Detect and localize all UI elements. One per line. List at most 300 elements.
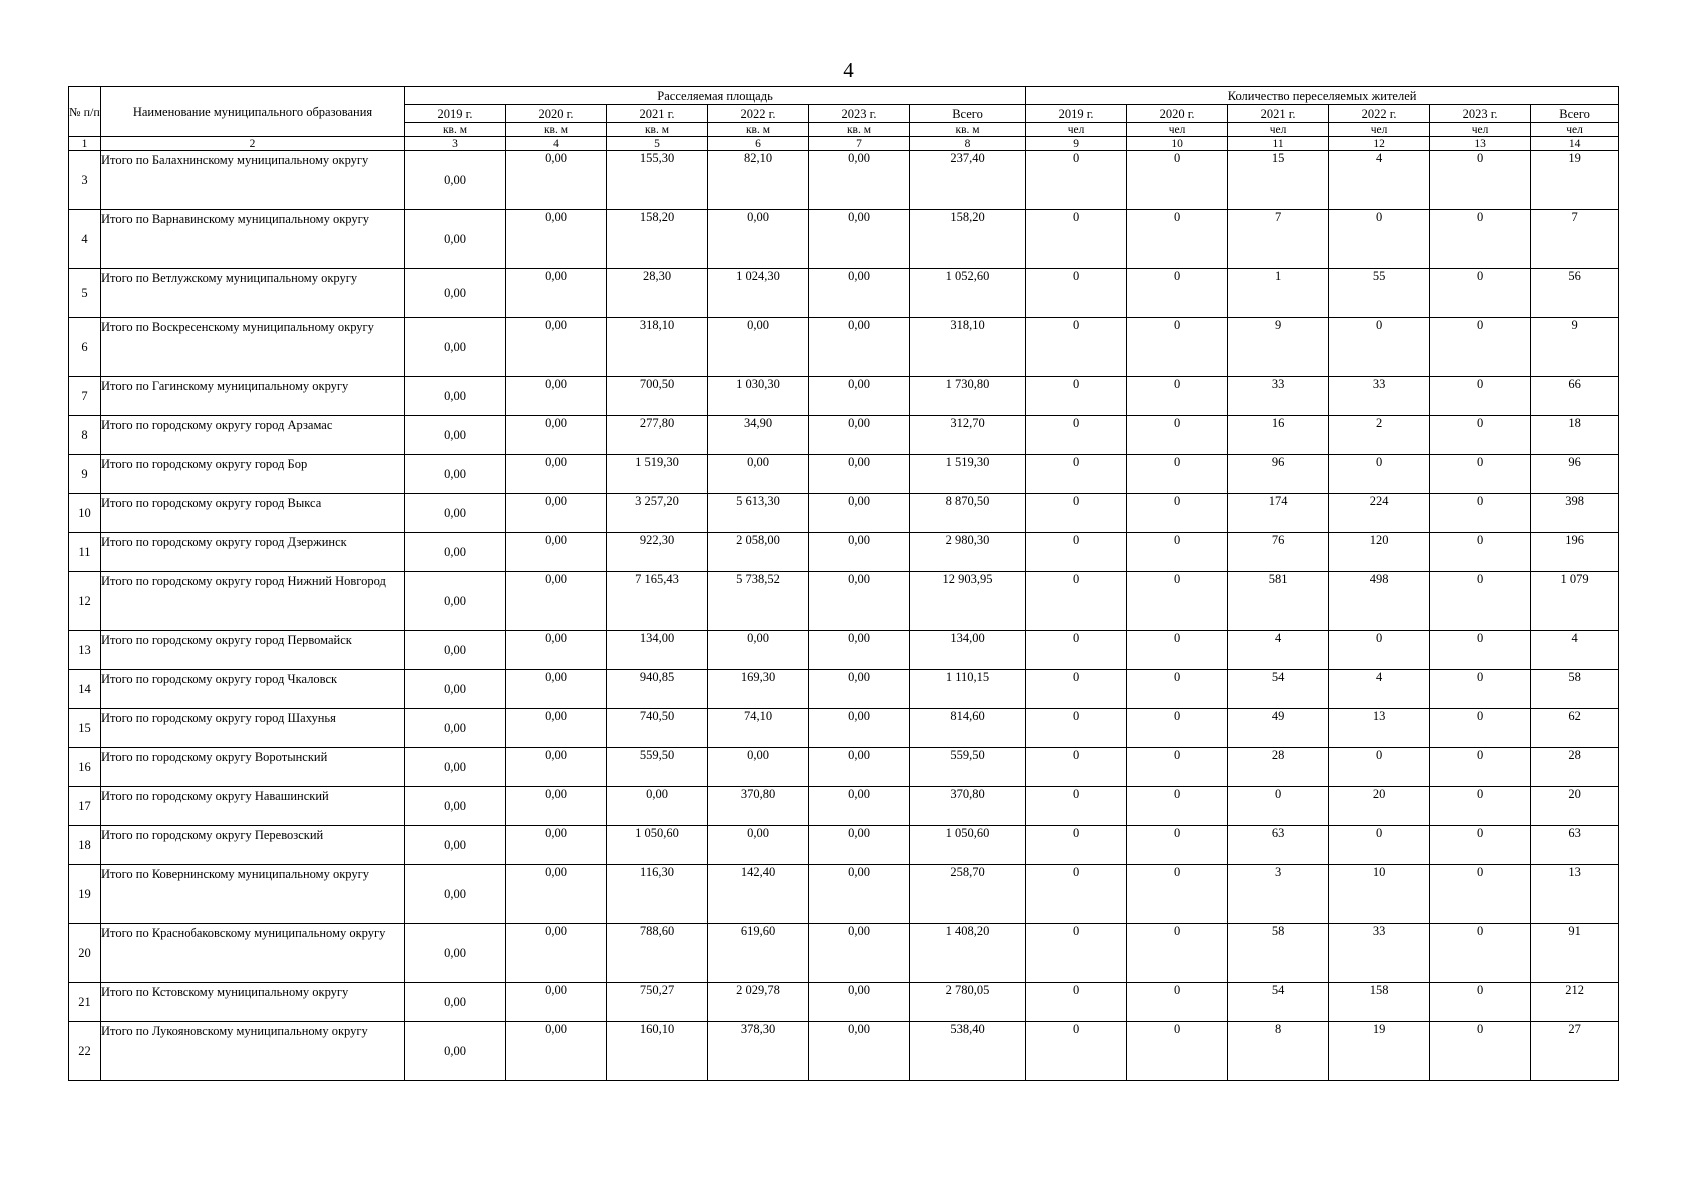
- residents-cell: 0: [1026, 631, 1127, 670]
- area-cell: 0,00: [405, 318, 506, 377]
- residents-cell: 174: [1228, 494, 1329, 533]
- area-cell: 0,00: [809, 631, 910, 670]
- column-number: 7: [809, 137, 910, 151]
- residents-cell: 96: [1531, 455, 1619, 494]
- residents-cell: 58: [1531, 670, 1619, 709]
- residents-cell: 0: [1430, 865, 1531, 924]
- residents-cell: 33: [1329, 924, 1430, 983]
- row-index: 10: [69, 494, 101, 533]
- table-row: [69, 210, 1619, 269]
- area-cell: 0,00: [506, 318, 607, 377]
- area-cell: 2 058,00: [708, 533, 809, 572]
- residents-cell: 55: [1329, 269, 1430, 318]
- area-cell: 0,00: [405, 709, 506, 748]
- residents-cell: 63: [1228, 826, 1329, 865]
- residents-cell: 0: [1026, 1022, 1127, 1081]
- area-cell: 0,00: [506, 748, 607, 787]
- row-index: 9: [69, 455, 101, 494]
- area-cell: 0,00: [809, 826, 910, 865]
- residents-cell: 63: [1531, 826, 1619, 865]
- residents-cell: 58: [1228, 924, 1329, 983]
- area-cell: 1 519,30: [910, 455, 1026, 494]
- residents-cell: 18: [1531, 416, 1619, 455]
- residents-cell: 0: [1026, 924, 1127, 983]
- area-cell: 8 870,50: [910, 494, 1026, 533]
- residents-cell: 7: [1228, 210, 1329, 269]
- residents-cell: 1 079: [1531, 572, 1619, 631]
- municipality-name: Итого по Варнавинскому муниципальному округу: [101, 210, 405, 269]
- residents-cell: 0: [1127, 924, 1228, 983]
- residents-cell: 0: [1127, 748, 1228, 787]
- area-cell: 34,90: [708, 416, 809, 455]
- area-cell: 619,60: [708, 924, 809, 983]
- table-row: [69, 318, 1619, 377]
- residents-cell: 581: [1228, 572, 1329, 631]
- residents-cell: 9: [1228, 318, 1329, 377]
- column-number: 8: [910, 137, 1026, 151]
- area-cell: 538,40: [910, 1022, 1026, 1081]
- area-cell: 0,00: [405, 494, 506, 533]
- residents-cell: 15: [1228, 151, 1329, 210]
- num-header: № п/п: [69, 87, 101, 137]
- residents-cell: 0: [1026, 709, 1127, 748]
- residents-cell: 0: [1127, 533, 1228, 572]
- area-cell: 0,00: [405, 377, 506, 416]
- area-year-header: 2020 г.: [506, 105, 607, 123]
- residents-cell: 33: [1228, 377, 1329, 416]
- residents-cell: 0: [1127, 151, 1228, 210]
- residents-cell: 13: [1531, 865, 1619, 924]
- area-cell: 0,00: [809, 210, 910, 269]
- municipality-name: Итого по городскому округу город Дзержинск: [101, 533, 405, 572]
- municipality-name: Итого по Ветлужскому муниципальному округу: [101, 269, 405, 318]
- area-cell: 0,00: [809, 572, 910, 631]
- residents-cell: 0: [1329, 748, 1430, 787]
- row-index: 12: [69, 572, 101, 631]
- municipality-name: Итого по городскому округу город Нижний Новгород: [101, 572, 405, 631]
- residents-cell: 0: [1329, 318, 1430, 377]
- area-cell: 814,60: [910, 709, 1026, 748]
- table-row: [69, 670, 1619, 709]
- municipality-name: Итого по Гагинскому муниципальному округу: [101, 377, 405, 416]
- name-header: Наименование муниципального образования: [101, 87, 405, 137]
- table-row: [69, 865, 1619, 924]
- residents-cell: 56: [1531, 269, 1619, 318]
- table-row: [69, 709, 1619, 748]
- residents-cell: 13: [1329, 709, 1430, 748]
- area-cell: 0,00: [405, 151, 506, 210]
- area-cell: 312,70: [910, 416, 1026, 455]
- row-index: 5: [69, 269, 101, 318]
- residents-cell: 0: [1026, 455, 1127, 494]
- area-year-header: Всего: [910, 105, 1026, 123]
- row-index: 19: [69, 865, 101, 924]
- residents-cell: 96: [1228, 455, 1329, 494]
- area-cell: 142,40: [708, 865, 809, 924]
- residents-cell: 0: [1127, 416, 1228, 455]
- area-cell: 0,00: [405, 416, 506, 455]
- area-cell: 1 024,30: [708, 269, 809, 318]
- area-cell: 0,00: [708, 210, 809, 269]
- area-cell: 0,00: [708, 631, 809, 670]
- table-row: [69, 748, 1619, 787]
- municipality-name: Итого по городскому округу город Шахунья: [101, 709, 405, 748]
- residents-cell: 0: [1228, 787, 1329, 826]
- resettlement-table: [68, 86, 1619, 1081]
- area-cell: 158,20: [910, 210, 1026, 269]
- municipality-name: Итого по городскому округу город Первомайск: [101, 631, 405, 670]
- residents-cell: 0: [1026, 826, 1127, 865]
- residents-cell: 0: [1430, 709, 1531, 748]
- residents-cell: 498: [1329, 572, 1430, 631]
- residents-cell: 9: [1531, 318, 1619, 377]
- residents-cell: 0: [1430, 416, 1531, 455]
- area-cell: 0,00: [506, 1022, 607, 1081]
- area-cell: 0,00: [405, 983, 506, 1022]
- residents-cell: 20: [1329, 787, 1430, 826]
- residents-cell: 398: [1531, 494, 1619, 533]
- residents-cell: 27: [1531, 1022, 1619, 1081]
- row-index: 11: [69, 533, 101, 572]
- area-unit-header: кв. м: [708, 123, 809, 137]
- area-cell: 0,00: [405, 1022, 506, 1081]
- residents-unit-header: чел: [1026, 123, 1127, 137]
- area-cell: 2 980,30: [910, 533, 1026, 572]
- area-cell: 1 519,30: [607, 455, 708, 494]
- residents-unit-header: чел: [1430, 123, 1531, 137]
- area-cell: 0,00: [809, 533, 910, 572]
- residents-cell: 28: [1228, 748, 1329, 787]
- area-cell: 3 257,20: [607, 494, 708, 533]
- residents-cell: 54: [1228, 670, 1329, 709]
- area-cell: 378,30: [708, 1022, 809, 1081]
- municipality-name: Итого по Лукояновскому муниципальному округу: [101, 1022, 405, 1081]
- residents-cell: 0: [1026, 269, 1127, 318]
- area-cell: 0,00: [607, 787, 708, 826]
- residents-cell: 0: [1329, 826, 1430, 865]
- residents-cell: 66: [1531, 377, 1619, 416]
- residents-cell: 0: [1430, 377, 1531, 416]
- area-cell: 277,80: [607, 416, 708, 455]
- area-cell: 370,80: [708, 787, 809, 826]
- residents-cell: 62: [1531, 709, 1619, 748]
- area-cell: 0,00: [506, 924, 607, 983]
- residents-cell: 0: [1026, 748, 1127, 787]
- municipality-name: Итого по городскому округу город Выкса: [101, 494, 405, 533]
- page-number: 4: [843, 58, 854, 82]
- area-year-header: 2023 г.: [809, 105, 910, 123]
- area-group-header: Расселяемая площадь: [405, 87, 1026, 105]
- residents-cell: 0: [1026, 787, 1127, 826]
- row-index: 17: [69, 787, 101, 826]
- area-cell: 0,00: [405, 865, 506, 924]
- residents-cell: 0: [1430, 1022, 1531, 1081]
- row-index: 8: [69, 416, 101, 455]
- residents-cell: 0: [1127, 572, 1228, 631]
- residents-year-header: 2020 г.: [1127, 105, 1228, 123]
- residents-cell: 4: [1329, 670, 1430, 709]
- area-cell: 0,00: [506, 631, 607, 670]
- table-row: [69, 1022, 1619, 1081]
- residents-cell: 0: [1127, 631, 1228, 670]
- residents-cell: 0: [1127, 269, 1228, 318]
- row-index: 4: [69, 210, 101, 269]
- area-cell: 922,30: [607, 533, 708, 572]
- area-cell: 1 030,30: [708, 377, 809, 416]
- column-number: 1: [69, 137, 101, 151]
- residents-cell: 3: [1228, 865, 1329, 924]
- area-cell: 0,00: [809, 709, 910, 748]
- residents-cell: 0: [1430, 826, 1531, 865]
- area-cell: 0,00: [405, 455, 506, 494]
- column-number: 13: [1430, 137, 1531, 151]
- area-cell: 750,27: [607, 983, 708, 1022]
- area-cell: 82,10: [708, 151, 809, 210]
- row-index: 15: [69, 709, 101, 748]
- area-unit-header: кв. м: [405, 123, 506, 137]
- area-cell: 0,00: [809, 1022, 910, 1081]
- area-cell: 134,00: [910, 631, 1026, 670]
- area-cell: 0,00: [809, 748, 910, 787]
- area-cell: 134,00: [607, 631, 708, 670]
- area-cell: 155,30: [607, 151, 708, 210]
- area-cell: 318,10: [607, 318, 708, 377]
- residents-cell: 0: [1127, 210, 1228, 269]
- area-cell: 0,00: [506, 983, 607, 1022]
- residents-year-header: Всего: [1531, 105, 1619, 123]
- residents-cell: 76: [1228, 533, 1329, 572]
- residents-unit-header: чел: [1329, 123, 1430, 137]
- residents-cell: 4: [1329, 151, 1430, 210]
- table-row: [69, 151, 1619, 210]
- residents-cell: 0: [1127, 455, 1228, 494]
- row-index: 3: [69, 151, 101, 210]
- area-cell: 940,85: [607, 670, 708, 709]
- residents-cell: 0: [1026, 151, 1127, 210]
- area-cell: 559,50: [607, 748, 708, 787]
- area-year-header: 2021 г.: [607, 105, 708, 123]
- residents-cell: 0: [1026, 377, 1127, 416]
- table-row: [69, 924, 1619, 983]
- area-cell: 1 730,80: [910, 377, 1026, 416]
- residents-cell: 0: [1430, 455, 1531, 494]
- area-year-header: 2022 г.: [708, 105, 809, 123]
- area-cell: 559,50: [910, 748, 1026, 787]
- municipality-name: Итого по городскому округу город Бор: [101, 455, 405, 494]
- column-number: 6: [708, 137, 809, 151]
- residents-cell: 0: [1127, 318, 1228, 377]
- residents-cell: 0: [1127, 983, 1228, 1022]
- residents-cell: 91: [1531, 924, 1619, 983]
- residents-cell: 49: [1228, 709, 1329, 748]
- residents-unit-header: чел: [1127, 123, 1228, 137]
- residents-cell: 0: [1127, 377, 1228, 416]
- area-cell: 0,00: [708, 455, 809, 494]
- table-row: [69, 533, 1619, 572]
- residents-cell: 7: [1531, 210, 1619, 269]
- column-number: 2: [101, 137, 405, 151]
- residents-cell: 0: [1430, 787, 1531, 826]
- residents-cell: 2: [1329, 416, 1430, 455]
- table-row: [69, 983, 1619, 1022]
- column-number: 3: [405, 137, 506, 151]
- residents-cell: 0: [1430, 748, 1531, 787]
- area-cell: 0,00: [506, 826, 607, 865]
- column-number: 12: [1329, 137, 1430, 151]
- area-cell: 116,30: [607, 865, 708, 924]
- area-cell: 370,80: [910, 787, 1026, 826]
- municipality-name: Итого по Ковернинскому муниципальному округу: [101, 865, 405, 924]
- residents-cell: 0: [1127, 494, 1228, 533]
- residents-cell: 0: [1026, 670, 1127, 709]
- area-cell: 0,00: [405, 826, 506, 865]
- residents-cell: 0: [1026, 416, 1127, 455]
- area-unit-header: кв. м: [506, 123, 607, 137]
- residents-cell: 0: [1026, 983, 1127, 1022]
- residents-year-header: 2022 г.: [1329, 105, 1430, 123]
- residents-cell: 0: [1026, 533, 1127, 572]
- residents-cell: 19: [1329, 1022, 1430, 1081]
- table-row: [69, 631, 1619, 670]
- area-cell: 0,00: [405, 631, 506, 670]
- area-cell: 1 110,15: [910, 670, 1026, 709]
- municipality-name: Итого по Воскресенскому муниципальному округу: [101, 318, 405, 377]
- residents-cell: 158: [1329, 983, 1430, 1022]
- residents-cell: 0: [1127, 670, 1228, 709]
- table-row: [69, 572, 1619, 631]
- residents-cell: 33: [1329, 377, 1430, 416]
- area-cell: 0,00: [809, 455, 910, 494]
- residents-cell: 0: [1430, 983, 1531, 1022]
- residents-cell: 0: [1026, 865, 1127, 924]
- residents-cell: 0: [1430, 572, 1531, 631]
- area-cell: 0,00: [405, 210, 506, 269]
- residents-cell: 212: [1531, 983, 1619, 1022]
- column-number: 11: [1228, 137, 1329, 151]
- residents-cell: 0: [1430, 533, 1531, 572]
- residents-cell: 20: [1531, 787, 1619, 826]
- municipality-name: Итого по Краснобаковскому муниципальному округу: [101, 924, 405, 983]
- residents-year-header: 2021 г.: [1228, 105, 1329, 123]
- residents-cell: 19: [1531, 151, 1619, 210]
- area-cell: 0,00: [809, 865, 910, 924]
- residents-cell: 28: [1531, 748, 1619, 787]
- residents-cell: 196: [1531, 533, 1619, 572]
- residents-cell: 0: [1329, 455, 1430, 494]
- residents-cell: 54: [1228, 983, 1329, 1022]
- row-index: 7: [69, 377, 101, 416]
- residents-year-header: 2019 г.: [1026, 105, 1127, 123]
- residents-group-header: Количество переселяемых жителей: [1026, 87, 1619, 105]
- area-cell: 28,30: [607, 269, 708, 318]
- area-cell: 0,00: [809, 494, 910, 533]
- area-cell: 0,00: [506, 269, 607, 318]
- residents-cell: 0: [1026, 494, 1127, 533]
- area-cell: 7 165,43: [607, 572, 708, 631]
- area-cell: 0,00: [405, 924, 506, 983]
- area-cell: 0,00: [809, 377, 910, 416]
- area-cell: 12 903,95: [910, 572, 1026, 631]
- area-cell: 169,30: [708, 670, 809, 709]
- area-cell: 74,10: [708, 709, 809, 748]
- area-cell: 258,70: [910, 865, 1026, 924]
- municipality-name: Итого по Балахнинскому муниципальному округу: [101, 151, 405, 210]
- table-row: [69, 787, 1619, 826]
- column-number: 10: [1127, 137, 1228, 151]
- area-cell: 5 738,52: [708, 572, 809, 631]
- area-cell: 5 613,30: [708, 494, 809, 533]
- residents-cell: 0: [1329, 210, 1430, 269]
- municipality-name: Итого по городскому округу город Чкаловск: [101, 670, 405, 709]
- residents-cell: 0: [1026, 572, 1127, 631]
- area-unit-header: кв. м: [607, 123, 708, 137]
- area-unit-header: кв. м: [910, 123, 1026, 137]
- area-cell: 0,00: [708, 318, 809, 377]
- residents-unit-header: чел: [1531, 123, 1619, 137]
- table-row: [69, 826, 1619, 865]
- area-cell: 0,00: [506, 670, 607, 709]
- area-cell: 0,00: [506, 494, 607, 533]
- area-cell: 2 029,78: [708, 983, 809, 1022]
- area-cell: 740,50: [607, 709, 708, 748]
- area-cell: 0,00: [809, 151, 910, 210]
- residents-cell: 0: [1430, 269, 1531, 318]
- area-cell: 0,00: [809, 318, 910, 377]
- area-cell: 160,10: [607, 1022, 708, 1081]
- residents-cell: 4: [1228, 631, 1329, 670]
- area-cell: 0,00: [506, 377, 607, 416]
- municipality-name: Итого по Кстовскому муниципальному округу: [101, 983, 405, 1022]
- residents-cell: 0: [1430, 494, 1531, 533]
- residents-cell: 224: [1329, 494, 1430, 533]
- area-cell: 0,00: [506, 416, 607, 455]
- residents-cell: 0: [1430, 151, 1531, 210]
- area-cell: 0,00: [405, 787, 506, 826]
- area-cell: 0,00: [506, 709, 607, 748]
- residents-cell: 0: [1430, 631, 1531, 670]
- residents-cell: 0: [1329, 631, 1430, 670]
- row-index: 16: [69, 748, 101, 787]
- residents-cell: 0: [1127, 787, 1228, 826]
- residents-cell: 0: [1127, 865, 1228, 924]
- residents-cell: 0: [1127, 826, 1228, 865]
- residents-cell: 0: [1430, 924, 1531, 983]
- residents-cell: 4: [1531, 631, 1619, 670]
- area-cell: 1 050,60: [910, 826, 1026, 865]
- residents-cell: 120: [1329, 533, 1430, 572]
- area-cell: 0,00: [809, 787, 910, 826]
- column-number: 9: [1026, 137, 1127, 151]
- row-index: 13: [69, 631, 101, 670]
- column-number: 4: [506, 137, 607, 151]
- area-cell: 0,00: [708, 826, 809, 865]
- area-year-header: 2019 г.: [405, 105, 506, 123]
- residents-cell: 0: [1127, 709, 1228, 748]
- residents-cell: 0: [1430, 318, 1531, 377]
- area-unit-header: кв. м: [809, 123, 910, 137]
- residents-cell: 0: [1430, 210, 1531, 269]
- table-row: [69, 494, 1619, 533]
- column-number: 5: [607, 137, 708, 151]
- residents-cell: 10: [1329, 865, 1430, 924]
- table-row: [69, 377, 1619, 416]
- area-cell: 0,00: [506, 533, 607, 572]
- residents-cell: 0: [1127, 1022, 1228, 1081]
- area-cell: 0,00: [405, 269, 506, 318]
- area-cell: 0,00: [809, 269, 910, 318]
- area-cell: 0,00: [809, 924, 910, 983]
- area-cell: 318,10: [910, 318, 1026, 377]
